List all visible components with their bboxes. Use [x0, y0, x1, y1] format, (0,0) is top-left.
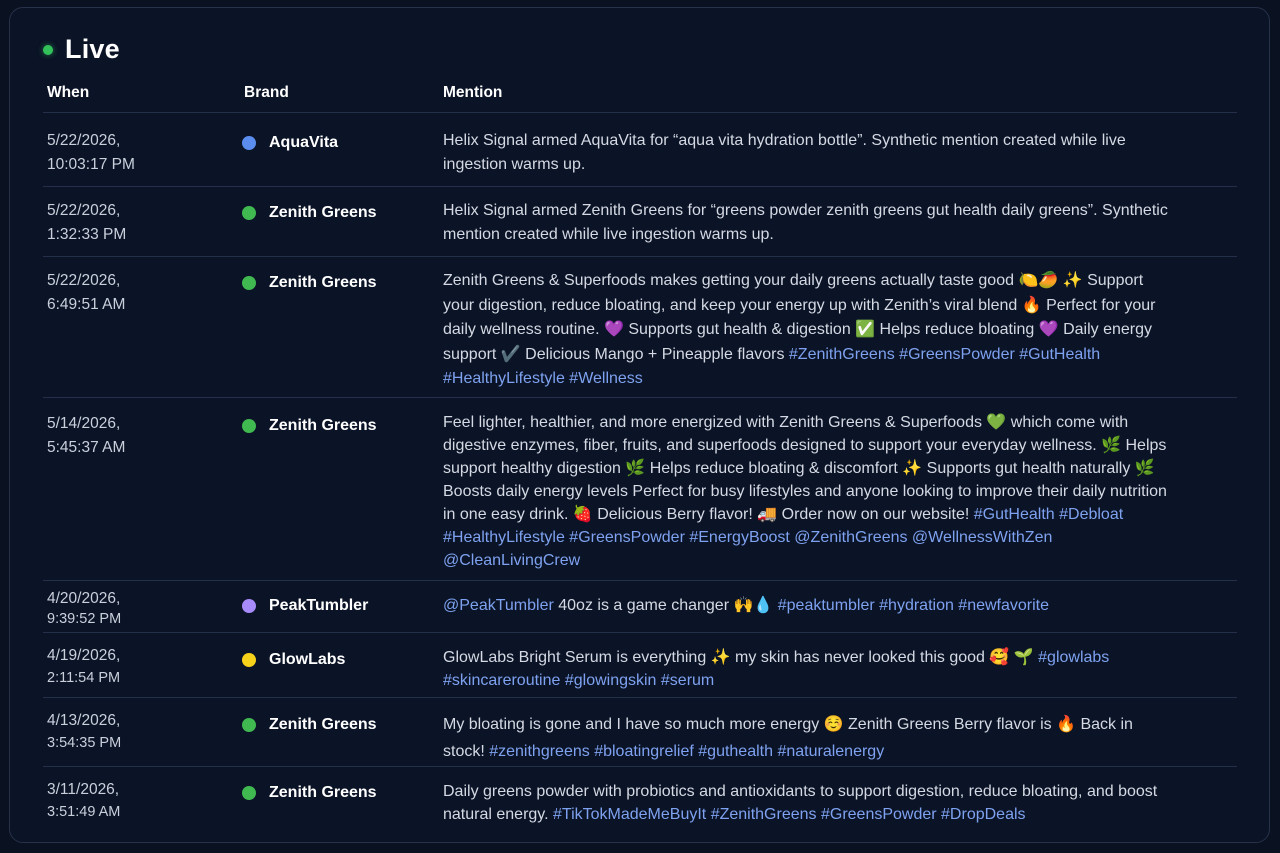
mention-text [443, 269, 1168, 392]
brand-name: Zenith Greens [269, 417, 377, 434]
mention-hashtags[interactable]: #zenithgreens #bloatingrelief #guthealth #naturalenergy [489, 743, 885, 760]
table-row[interactable] [10, 580, 1271, 632]
brand-color-dot [242, 419, 256, 433]
brand-name: Zenith Greens [269, 204, 377, 221]
mention-hashtags[interactable]: @PeakTumbler [443, 597, 554, 614]
mention-body: 40oz is a game changer 🙌💧 [553, 597, 778, 614]
brand-name: GlowLabs [269, 651, 346, 668]
mention-body: Feel lighter, healthier, and more energized with Zenith Greens & Superfoods 💚 which come with digestive enzymes, fiber, fruits, and superfoods designed to support your everyday wellness. 🌿 Helps support healthy digestion 🌿 Helps reduce bloating & discomfort ✨ Supports gut health naturally 🌿 Boosts daily energy levels Perfect for busy lifestyles and anyone looking to improve their daily nutrition in one easy drink. 🍓 Delicious Berry flavor! 🚚 Order now on our website! [443, 414, 1167, 523]
row-date: 5/22/2026, [47, 202, 121, 219]
table-row[interactable] [10, 256, 1271, 397]
brand-cell [242, 274, 377, 292]
mention-body: Helix Signal armed Zenith Greens for “greens powder zenith greens gut health daily greens”. Synthetic mention created while live ingestion warms up. [443, 202, 1168, 243]
when-cell [47, 589, 121, 629]
live-status-dot [43, 45, 53, 55]
brand-color-dot [242, 136, 256, 150]
table-row[interactable] [10, 766, 1271, 836]
column-header-brand: Brand [244, 84, 289, 101]
mention-text [443, 199, 1168, 247]
brand-cell [242, 204, 377, 222]
live-mentions-panel [9, 7, 1270, 843]
when-cell [47, 129, 135, 177]
when-cell [47, 645, 120, 689]
table-row[interactable] [10, 397, 1271, 580]
when-cell [47, 779, 120, 823]
brand-cell [242, 716, 377, 734]
mention-hashtags[interactable]: #ZenithGreens #GreensPowder #GutHealth #HealthyLifestyle #Wellness [443, 345, 1101, 387]
mention-hashtags[interactable]: #GutHealth #Debloat #HealthyLifestyle #GreensPowder #EnergyBoost @ZenithGreens @WellnessWithZen @CleanLivingCrew [443, 506, 1124, 569]
row-date: 5/22/2026, [47, 132, 121, 149]
brand-color-dot [242, 599, 256, 613]
brand-cell [242, 651, 345, 669]
table-row[interactable] [10, 632, 1271, 697]
brand-cell [242, 134, 338, 152]
row-time: 9:39:52 PM [47, 611, 122, 627]
brand-name: Zenith Greens [269, 784, 377, 801]
mention-hashtags[interactable]: #peaktumbler #hydration #newfavorite [777, 597, 1050, 614]
brand-name: Zenith Greens [269, 716, 377, 733]
panel-header [43, 34, 120, 65]
mention-text [443, 711, 1168, 765]
mention-text [443, 411, 1168, 572]
brand-color-dot [242, 653, 256, 667]
row-date: 4/19/2026, [47, 647, 121, 664]
mention-text [443, 129, 1168, 177]
row-time: 5:45:37 AM [47, 439, 126, 456]
brand-name: Zenith Greens [269, 274, 377, 291]
table-row[interactable] [10, 186, 1271, 256]
brand-color-dot [242, 276, 256, 290]
row-time: 6:49:51 AM [47, 296, 126, 313]
brand-name: AquaVita [269, 134, 339, 151]
column-header-mention: Mention [443, 84, 503, 101]
row-date: 5/14/2026, [47, 415, 121, 432]
brand-cell [242, 597, 368, 615]
mention-text [443, 780, 1168, 826]
row-date: 3/11/2026, [47, 781, 120, 798]
row-time: 3:51:49 AM [47, 804, 121, 820]
mention-hashtags[interactable]: #glowlabs #skincareroutine #glowingskin #serum [443, 649, 1110, 689]
table-row[interactable] [10, 112, 1271, 186]
mention-hashtags[interactable]: #TikTokMadeMeBuyIt #ZenithGreens #GreensPowder #DropDeals [553, 806, 1026, 823]
row-date: 4/20/2026, [47, 590, 121, 607]
brand-color-dot [242, 718, 256, 732]
brand-color-dot [242, 786, 256, 800]
brand-name: PeakTumbler [269, 597, 369, 614]
panel-title: Live [65, 34, 120, 64]
row-time: 10:03:17 PM [47, 156, 135, 173]
mention-body: Helix Signal armed AquaVita for “aqua vita hydration bottle”. Synthetic mention created while live ingestion warms up. [443, 132, 1126, 173]
mention-body: Zenith Greens & Superfoods makes getting your daily greens actually taste good 🍋🥭 ✨ Support your digestion, reduce bloating, and keep your energy up with Zenith’s viral blend 🔥 Perfect for your daily wellness routine. 💜 Supports gut health & digestion ✅ Helps reduce bloating 💜 Daily energy support ✔️ Delicious Mango + Pineapple flavors [443, 272, 1156, 363]
brand-cell [242, 417, 377, 435]
row-date: 5/22/2026, [47, 272, 121, 289]
mention-body: Daily greens powder with probiotics and antioxidants to support digestion, reduce bloating, and boost natural energy. [443, 783, 1158, 823]
when-cell [47, 710, 121, 754]
brand-cell [242, 784, 377, 802]
row-time: 2:11:54 PM [47, 670, 121, 686]
when-cell [47, 412, 125, 460]
when-cell [47, 199, 126, 247]
brand-color-dot [242, 206, 256, 220]
row-time: 1:32:33 PM [47, 226, 127, 243]
mention-text [443, 646, 1168, 692]
row-time: 3:54:35 PM [47, 735, 122, 751]
mention-text [443, 594, 1168, 618]
mention-body: GlowLabs Bright Serum is everything ✨ my skin has never looked this good 🥰 🌱 [443, 649, 1039, 666]
when-cell [47, 269, 125, 317]
column-header-when: When [47, 84, 90, 101]
row-date: 4/13/2026, [47, 712, 121, 729]
table-row[interactable] [10, 697, 1271, 766]
mention-body: My bloating is gone and I have so much more energy ☺️ Zenith Greens Berry flavor is 🔥 Back in stock! [443, 716, 1133, 760]
